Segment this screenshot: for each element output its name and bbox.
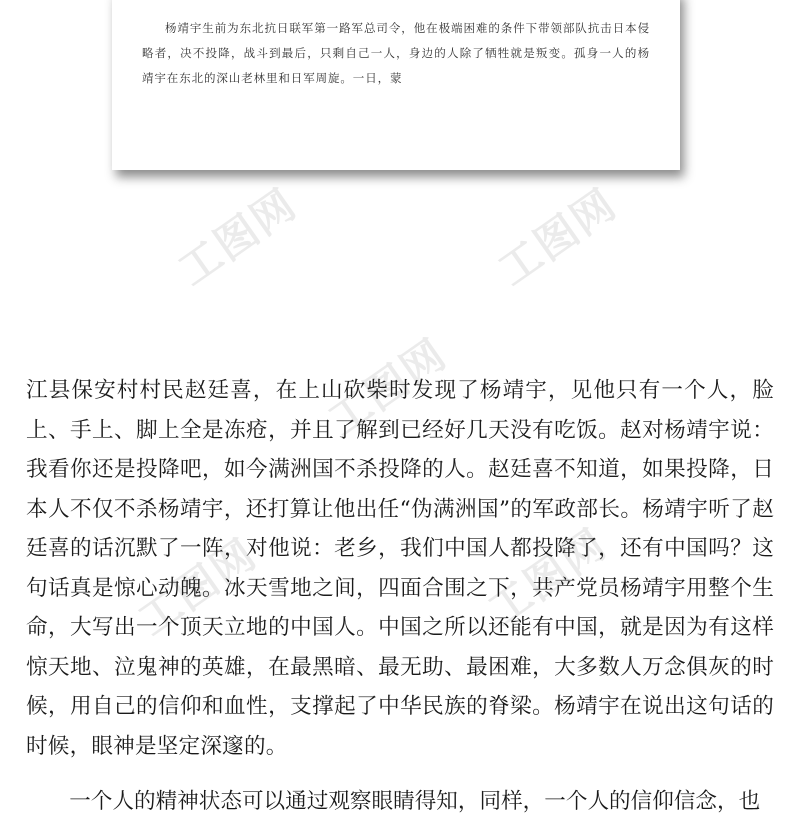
document-card xyxy=(112,0,680,170)
next-paragraph: 一个人的精神状态可以通过观察眼睛得知，同样，一个人的信仰信念，也 xyxy=(69,789,761,814)
card-paragraph: 杨靖宇生前为东北抗日联军第一路军总司令，他在极端困难的条件下带领部队抗击日本侵略者，决不投降，战斗到最后，只剩自己一人，身边的人除了牺牲就是叛变。孤身一人的杨靖宇在东北的深山老林里和日军周旋。一日，蒙 xyxy=(142,21,650,85)
main-paragraph: 江县保安村村民赵廷喜，在上山砍柴时发现了杨靖宇，见他只有一个人，脸上、手上、脚上全是冻疮，并且了解到已经好几天没有吃饭。赵对杨靖宇说：我看你还是投降吧，如今满洲国不杀投降的人。赵廷喜不知道，如果投降，日本人不仅不杀杨靖宇，还打算让他出任“伪满洲国”的军政部长。杨靖宇听了赵廷喜的话沉默了一阵，对他说：老乡，我们中国人都投降了，还有中国吗？这句话真是惊心动魄。冰天雪地之间，四面合围之下，共产党员杨靖宇用整个生命，大写出一个顶天立地的中国人。中国之所以还能有中国，就是因为有这样惊天地、泣鬼神的英雄，在最黑暗、最无助、最困难，大多数人万念俱灰的时候，用自己的信仰和血性，支撑起了中华民族的脊梁。杨靖宇在说出这句话的时候，眼神是坚定深邃的。 xyxy=(26,378,774,759)
watermark: 工图网 xyxy=(319,329,456,445)
watermark: 工图网 xyxy=(129,529,266,645)
watermark: 工图网 xyxy=(489,179,626,295)
watermark: 工图网 xyxy=(479,519,616,635)
watermark: 工图网 xyxy=(169,179,306,295)
